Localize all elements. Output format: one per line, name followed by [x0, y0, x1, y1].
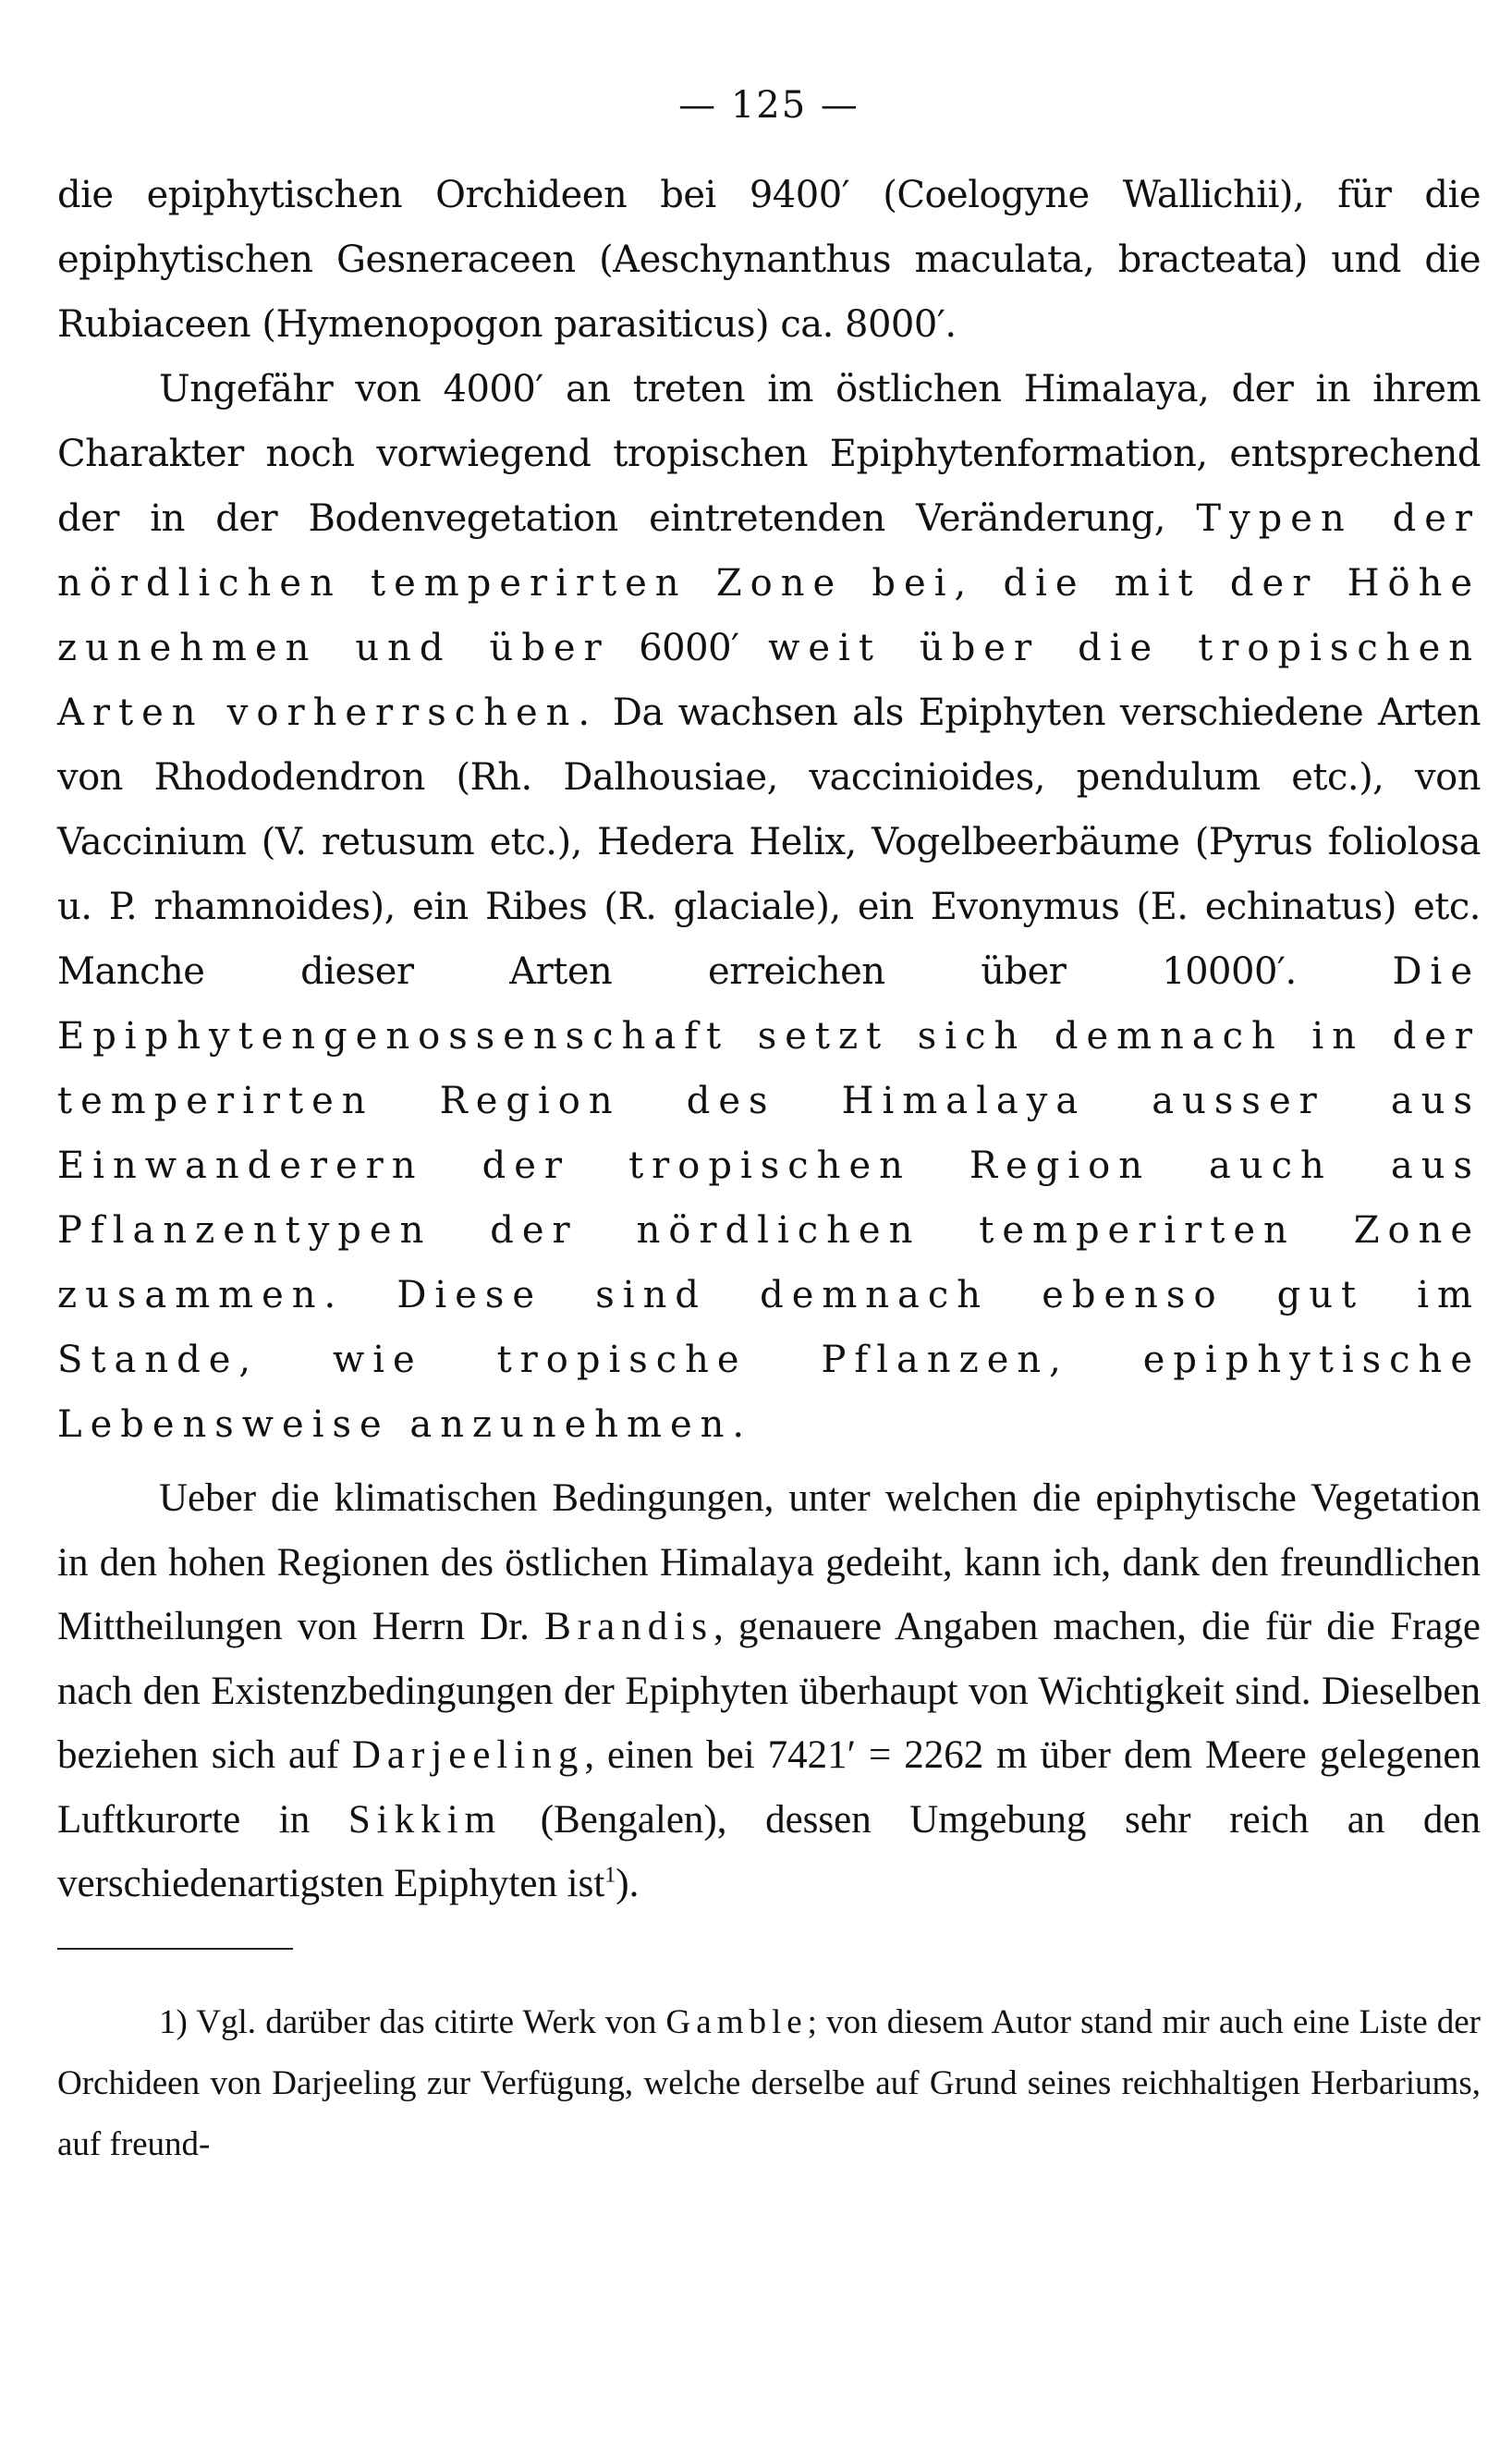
spaced-text-tropical-species: weit über die tropischen Arten vorherrschen.: [57, 627, 1481, 734]
spaced-text-temperate-types: Typen der nördlichen temperirten Zone bei, die mit der Höhe zunehmen und über: [57, 497, 1481, 669]
paragraph-temperate-epiphytes: [57, 357, 1481, 1457]
paragraph-climatic-conditions: [57, 1466, 1481, 1916]
author-gamble: Gamble: [665, 2002, 808, 2041]
paragraph-text-e: ).: [616, 1862, 640, 1905]
paragraph-orchid-elevations: [57, 163, 1481, 357]
page-number: — 125 —: [678, 84, 860, 127]
paragraph-text-intro: Ungefähr von 4000′ an treten im östlichen Himalaya, der in ihrem Charakter noch vorwiegend tropischen Epiphytenformation, entsprechend der in der Bodenvegetation eintretenden Veränderung,: [57, 368, 1481, 540]
paragraph-text-a: Ueber die klimatischen Bedingungen, unter welchen die epiphytische Vegetation in den hohen Regionen des östlichen Himalaya gedeiht, kann ich, dank den freundlichen Mittheilungen von Herrn Dr.: [57, 1476, 1481, 1648]
paragraph-text-b: , genauere Angaben machen, die für die Frage nach den Existenzbedingungen der Epiphyten überhaupt von Wichtigkeit sind. Dieselben beziehen sich auf: [57, 1605, 1481, 1777]
place-darjeeling: Darjeeling: [351, 1733, 585, 1777]
paragraph-text-d: (Bengalen), dessen Umgebung sehr reich an den verschiedenartigsten Epiphyten ist: [57, 1797, 1481, 1905]
paragraph-text-species-list: Da wachsen als Epiphyten verschiedene Arten von Rhododendron (Rh. Dalhousiae, vaccinioides, pendulum etc.), von Vaccinium (V. retusum etc.), Hedera Helix, Vogelbeerbäume (Pyrus foliolosa u. P. rhamnoides), ein Ribes (R. glaciale), ein Evonymus (E. echinatus) etc. Manche dieser Arten erreichen über 10000′.: [57, 692, 1481, 993]
footnote-text-a: 1) Vgl. darüber das citirte Werk von: [159, 2002, 666, 2041]
place-sikkim: Sikkim: [348, 1797, 503, 1842]
spaced-text-epiphyte-community: Die Epiphytengenossenschaft setzt sich demnach in der temperirten Region des Himalaya ausser aus Einwanderern der tropischen Region auch aus Pflanzentypen der nördlichen temperirten Zone zusammen. Diese sind demnach ebenso gut im Stande, wie tropische Pflanzen, epiphytische Lebensweise anzunehmen.: [57, 950, 1482, 1446]
footnote-text-b: ; von diesem Autor stand mir auch eine Liste der Orchideen von Darjeeling zur Verfügung, welche derselbe auf Grund seines reichhaltigen Herbariums, auf freund-: [57, 2002, 1482, 2163]
name-brandis: Brandis: [544, 1605, 713, 1648]
paragraph-text-c: , einen bei 7421′ = 2262 m über dem Meere gelegenen Luftkurorte in: [57, 1733, 1481, 1842]
document-page: [57, 83, 1481, 2175]
elevation-value: 6000′: [609, 627, 769, 669]
paragraph-text: die epiphytischen Orchideen bei 9400′ (Coelogyne Wallichii), für die epiphytischen Gesneraceen (Aeschynanthus maculata, bracteata) und die Rubiaceen (Hymenopogon parasiticus) ca. 8000′.: [57, 174, 1481, 346]
footnote-divider: [57, 1948, 293, 1950]
footnote-reference[interactable]: 1: [604, 1863, 616, 1888]
footnote: [57, 1992, 1481, 2175]
